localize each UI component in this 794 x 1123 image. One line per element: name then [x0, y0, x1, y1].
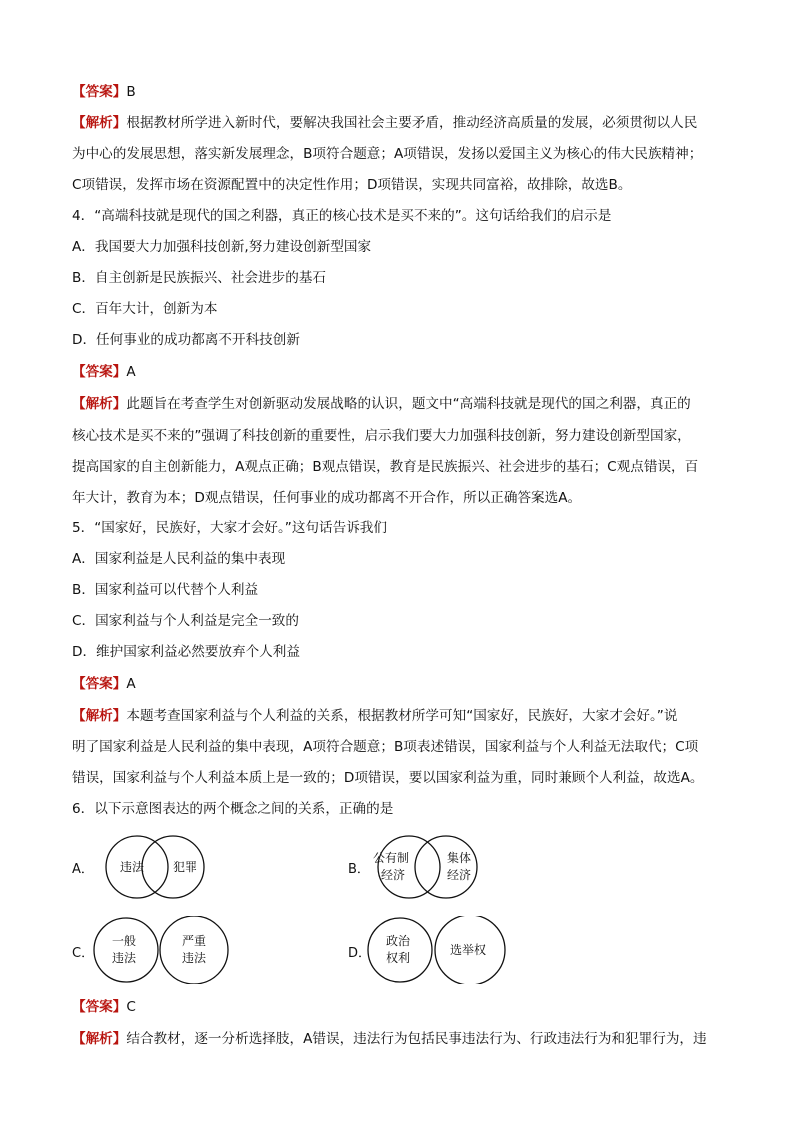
q4-answer: A	[126, 364, 136, 380]
diagram-c-left-label-2: 违法	[112, 951, 137, 965]
diagram-c-right-label-1: 严重	[182, 934, 207, 948]
q5-stem: 5．“国家好，民族好，大家才会好。”这句话告诉我们	[72, 520, 387, 536]
q4-analysis-line-4: 年大计，教育为本；D观点错误，任何事业的成功都离不开合作，所以正确答案选A。	[72, 490, 582, 506]
q5-option-c: C．国家利益与个人利益是完全一致的	[72, 613, 299, 629]
q5-answer: A	[126, 676, 136, 692]
q3-analysis-line-2: 为中心的发展思想，落实新发展理念，B项符合题意；A项错误，发扬以爱国主义为核心的伟大民族精神；	[72, 146, 703, 162]
analysis-tag: 【解析】	[72, 115, 127, 131]
q5-analysis-line-3: 错误，国家利益与个人利益本质上是一致的；D项错误，要以国家利益为重，同时兼顾个人利益，故选A。	[72, 770, 704, 786]
q4-analysis-line-2: 核心技术是买不来的”强调了科技创新的重要性，启示我们要大力加强科技创新，努力建设创新型国家，	[72, 428, 691, 444]
q4-option-a: A．我国要大力加强科技创新,努力建设创新型国家	[72, 239, 372, 255]
q4-option-c: C．百年大计，创新为本	[72, 301, 218, 317]
analysis-tag: 【解析】	[72, 1031, 127, 1047]
q4-option-d: D．任何事业的成功都离不开科技创新	[72, 332, 300, 348]
q6-diagram-d	[366, 916, 508, 984]
diagram-d-left-label-1: 政治	[386, 934, 411, 948]
q6-diagram-c	[92, 916, 232, 984]
diagram-b-left-label-2: 经济	[381, 868, 406, 882]
q6-option-a-label: A．	[72, 862, 94, 877]
q5-option-a: A．国家利益是人民利益的集中表现	[72, 551, 286, 567]
q6-option-d-label: D．	[348, 946, 372, 961]
q3-answer-line	[72, 82, 136, 102]
diagram-c-right-circle	[160, 916, 228, 984]
q5-analysis-line-1	[72, 706, 677, 726]
diagram-b-right-label-2: 经济	[447, 868, 472, 882]
q5-option-b: B．国家利益可以代替个人利益	[72, 582, 259, 598]
q6-stem: 6．以下示意图表达的两个概念之间的关系，正确的是	[72, 801, 394, 817]
q3-answer: B	[126, 84, 136, 100]
answer-tag: 【答案】	[72, 676, 127, 692]
q5-analysis-text: 本题考查国家利益与个人利益的关系，根据教材所学可知“国家好，民族好，大家才会好。”说	[126, 708, 678, 724]
analysis-tag: 【解析】	[72, 708, 127, 724]
q6-analysis-text: 结合教材，逐一分析选择肢，A错误，违法行为包括民事违法行为、行政违法行为和犯罪行为，违	[126, 1031, 707, 1047]
diagram-b-left-label-1: 公有制	[373, 851, 410, 865]
q3-analysis-text: 根据教材所学进入新时代，要解决我国社会主要矛盾，推动经济高质量的发展，必须贯彻以人民	[126, 115, 698, 131]
q6-option-b-label: B．	[348, 862, 370, 877]
answer-tag: 【答案】	[72, 999, 127, 1015]
q3-analysis-line-3: C项错误，发挥市场在资源配置中的决定性作用；D项错误，实现共同富裕，故排除，故选B。	[72, 177, 632, 193]
diagram-c-right-label-2: 违法	[182, 951, 207, 965]
q3-analysis-line-1	[72, 113, 697, 133]
q6-answer: C	[126, 999, 136, 1015]
q4-analysis-line-1	[72, 394, 691, 414]
q6-analysis-line-1	[72, 1029, 707, 1049]
q6-diagram-a	[95, 835, 215, 899]
diagram-d-right-label: 选举权	[450, 943, 487, 957]
q4-analysis-text: 此题旨在考查学生对创新驱动发展战略的认识，题文中“高端科技就是现代的国之利器，真正的	[126, 396, 691, 412]
q5-analysis-line-2: 明了国家利益是人民利益的集中表现，A项符合题意；B项表述错误，国家利益与个人利益无法取代；C项	[72, 739, 699, 755]
diagram-d-left-label-2: 权利	[386, 951, 411, 965]
diagram-b-left-circle	[378, 836, 440, 898]
q4-analysis-line-3: 提高国家的自主创新能力，A观点正确；B观点错误，教育是民族振兴、社会进步的基石；C观点错误，百	[72, 459, 699, 475]
q6-diagram-b	[365, 835, 490, 899]
q6-answer-line	[72, 997, 136, 1017]
q4-option-b: B．自主创新是民族振兴、社会进步的基石	[72, 270, 327, 286]
analysis-tag: 【解析】	[72, 396, 127, 412]
diagram-a-left-label: 违法	[120, 860, 145, 874]
q4-stem: 4．“高端科技就是现代的国之利器，真正的核心技术是买不来的”。这句话给我们的启示是	[72, 208, 612, 224]
q5-answer-line	[72, 674, 136, 694]
answer-tag: 【答案】	[72, 84, 127, 100]
diagram-b-right-circle	[415, 836, 477, 898]
q5-option-d: D．维护国家利益必然要放弃个人利益	[72, 644, 300, 660]
diagram-c-left-label-1: 一般	[112, 934, 137, 948]
q4-answer-line	[72, 362, 136, 382]
answer-tag: 【答案】	[72, 364, 127, 380]
diagram-a-right-label: 犯罪	[173, 860, 198, 874]
diagram-b-right-label-1: 集体	[447, 851, 472, 865]
diagram-c-left-circle	[94, 918, 158, 982]
q6-option-c-label: C．	[72, 946, 95, 961]
diagram-d-left-circle	[368, 918, 432, 982]
